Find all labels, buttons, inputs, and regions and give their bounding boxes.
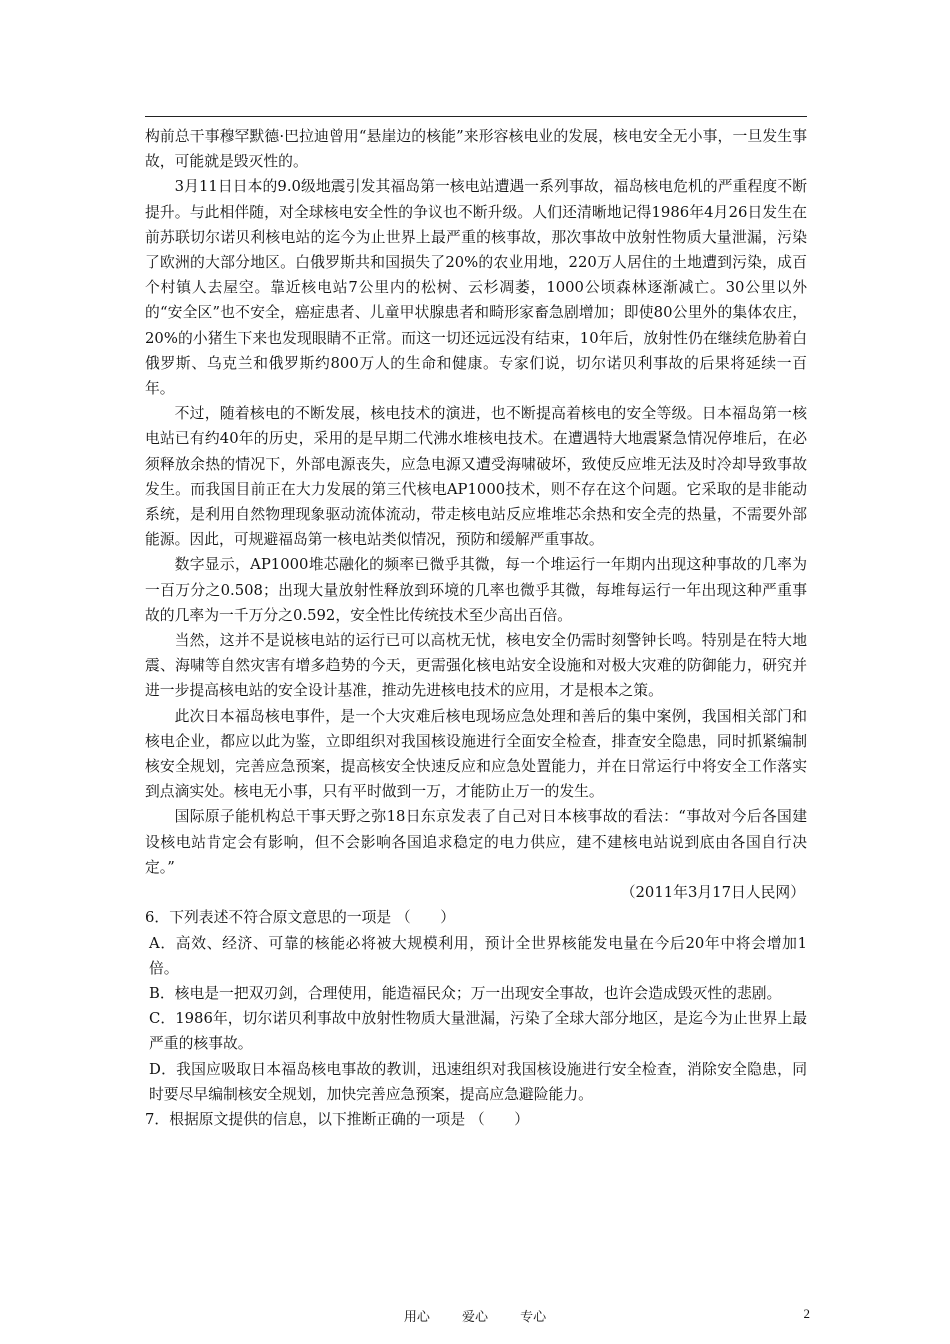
page-footer	[0, 1306, 950, 1330]
question-7-stem: 7．根据原文提供的信息，以下推断正确的一项是 （ ）	[145, 1110, 530, 1128]
paragraph: 不过，随着核电的不断发展，核电技术的演进，也不断提高着核电的安全等级。日本福岛第一核电站已有约40年的历史，采用的是早期二代沸水堆核电技术。在遭遇特大地震紧急情况停堆后，在必须释放余热的情况下，外部电源丧失，应急电源又遭受海啸破坏，致使反应堆无法及时冷却导致事故发生。而我国目前正在大力发展的第三代核电AP1000技术，则不存在这个问题。它采取的是非能动系统，是利用自然物理现象驱动流体流动，带走核电站反应堆堆芯余热和安全壳的热量，不需要外部能源。因此，可规避福岛第一核电站类似情况，预防和缓解严重事故。	[145, 405, 807, 549]
paragraph: 构前总干事穆罕默德·巴拉迪曾用“悬崖边的核能”来形容核电业的发展，核电安全无小事，一旦发生事故，可能就是毁灭性的。	[145, 128, 807, 171]
footer-word: 专心	[520, 1310, 547, 1325]
paragraph: 3月11日日本的9.0级地震引发其福岛第一核电站遭遇一系列事故，福岛核电危机的严重程度不断提升。与此相伴随，对全球核电安全性的争议也不断升级。人们还清晰地记得1986年4月26日发生在前苏联切尔诺贝利核电站的迄今为止世界上最严重的核事故，那次事故中放射性物质大量泄漏，污染了欧洲的大部分地区。白俄罗斯共和国损失了20%的农业用地，220万人居住的土地遭到污染，成百个村镇人去屋空。靠近核电站7公里内的松树、云杉凋萎，1000公顷森林逐渐减亡。30公里以外的“安全区”也不安全，癌症患者、儿童甲状腺患者和畸形家畜急剧增加；即使80公里外的集体农庄，20%的小猪生下来也发现眼睛不正常。而这一切还远远没有结束，10年后，放射性仍在继续危胁着白俄罗斯、乌克兰和俄罗斯约800万人的生命和健康。专家们说，切尔诺贝利事故的后果将延续一百年。	[145, 178, 807, 398]
document-body	[145, 124, 807, 1132]
question-6-option-d: D．我国应吸取日本福岛核电事故的教训，迅速组织对我国核设施进行安全检查，消除安全隐患，同时要尽早编制核安全规划，加快完善应急预案，提高应急避险能力。	[149, 1060, 807, 1103]
question-6-option-b: B．核电是一把双刃剑，合理使用，能造福民众；万一出现安全事故，也许会造成毁灭性的悲剧。	[149, 984, 782, 1002]
question-6-stem: 6．下列表述不符合原文意思的一项是 （ ）	[145, 909, 456, 927]
footer-word: 爱心	[461, 1310, 488, 1325]
question-6-option-a: A．高效、经济、可靠的核能必将被大规模利用，预计全世界核能发电量在今后20年中将会增加1倍。	[149, 934, 807, 977]
paragraph: 数字显示，AP1000堆芯融化的频率已微乎其微，每一个堆运行一年期内出现这种事故的几率为一百万分之0.508；出现大量放射性释放到环境的几率也微乎其微，每堆每运行一年出现这种严重事故的几率为一千万分之0.592，安全性比传统技术至少高出百倍。	[145, 556, 807, 624]
paragraph: 当然，这并不是说核电站的运行已可以高枕无忧，核电安全仍需时刻警钟长鸣。特别是在特大地震、海啸等自然灾害有增多趋势的今天，更需强化核电站安全设施和对极大灾难的防御能力，研究并进一步提高核电站的安全设计基准，推动先进核电技术的应用，才是根本之策。	[145, 632, 807, 700]
paragraph: 此次日本福岛核电事件，是一个大灾难后核电现场应急处理和善后的集中案例，我国相关部门和核电企业，都应以此为鉴，立即组织对我国核设施进行全面安全检查，排查安全隐患，同时抓紧编制核安全规划，完善应急预案，提高核安全快速反应和应急处置能力，并在日常运行中将安全工作落实到点滴实处。核电无小事，只有平时做到一万，才能防止万一的发生。	[145, 707, 807, 801]
header-rule	[145, 116, 807, 117]
footer-word: 用心	[403, 1310, 430, 1325]
source-citation: （2011年3月17日人民网）	[620, 884, 805, 902]
paragraph: 国际原子能机构总干事天野之弥18日东京发表了自己对日本核事故的看法：“事故对今后各国建设核电站肯定会有影响，但不会影响各国追求稳定的电力供应，建不建核电站说到底由各国自行决定。”	[145, 808, 807, 876]
question-6-option-c: C．1986年，切尔诺贝利事故中放射性物质大量泄漏，污染了全球大部分地区，是迄今为止世界上最严重的核事故。	[149, 1010, 807, 1053]
page-number: 2	[803, 1306, 810, 1321]
